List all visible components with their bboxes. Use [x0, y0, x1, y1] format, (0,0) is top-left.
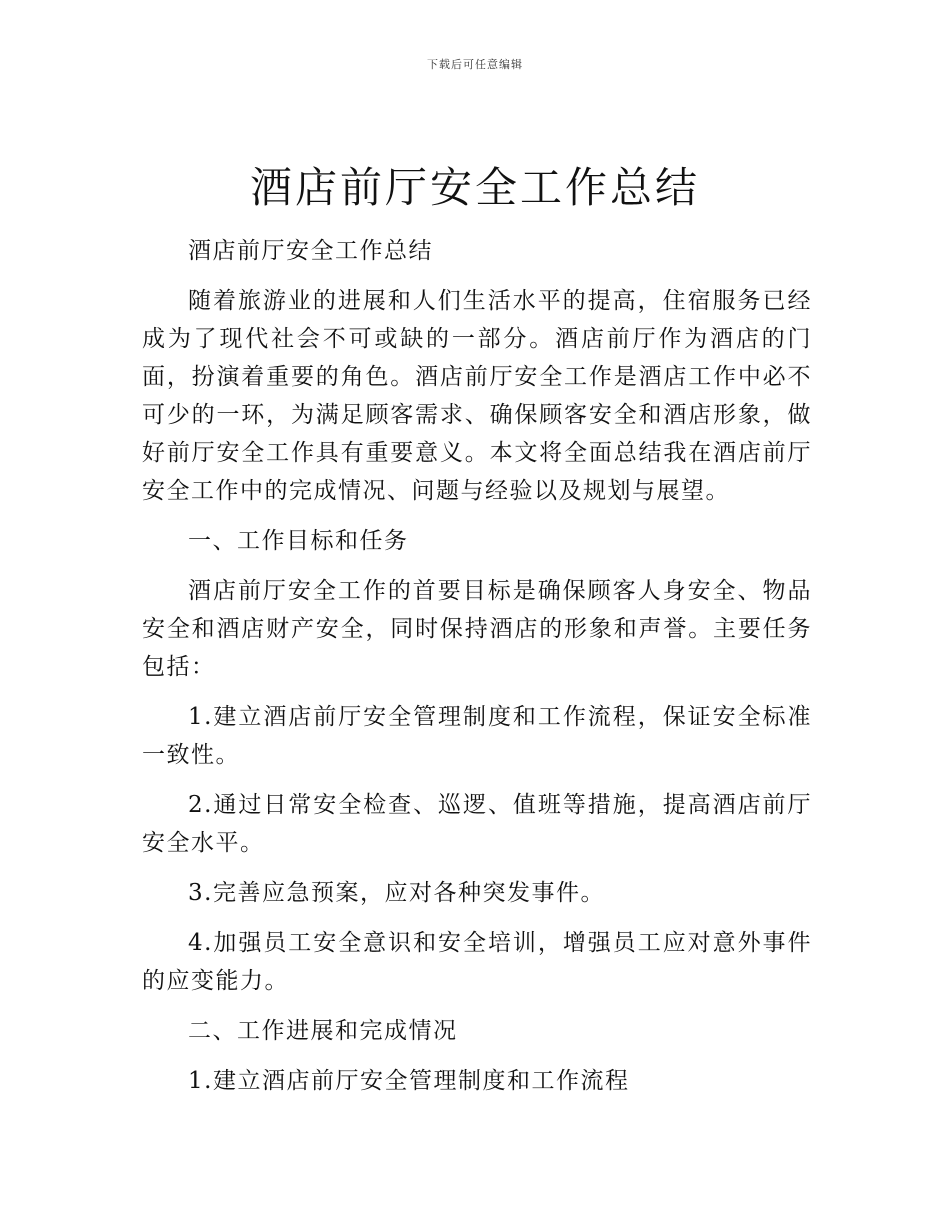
list-item-task-3: 3.完善应急预案，应对各种突发事件。 — [188, 880, 605, 906]
list-item-task-1: 1.建立酒店前厅安全管理制度和工作流程，保证安全标准一致性。 — [142, 704, 812, 768]
paragraph-subtitle: 酒店前厅安全工作总结 — [188, 238, 433, 264]
list-item-progress-1: 1.建立酒店前厅安全管理制度和工作流程 — [188, 1068, 630, 1094]
page-header-note: 下载后可任意编辑 — [427, 58, 523, 71]
list-item-task-4: 4.加强员工安全意识和安全培训，增强员工应对意外事件的应变能力。 — [142, 930, 812, 994]
paragraph-goals: 酒店前厅安全工作的首要目标是确保顾客人身安全、物品安全和酒店财产安全，同时保持酒店的形象和声誉。主要任务包括： — [142, 578, 812, 680]
section-heading-goals: 一、工作目标和任务 — [188, 528, 409, 554]
document-body — [142, 232, 812, 1112]
list-item-task-2: 2.通过日常安全检查、巡逻、值班等措施，提高酒店前厅安全水平。 — [142, 792, 812, 856]
paragraph-intro: 随着旅游业的进展和人们生活水平的提高，住宿服务已经成为了现代社会不可或缺的一部分。酒店前厅作为酒店的门面，扮演着重要的角色。酒店前厅安全工作是酒店工作中必不可少的一环，为满足顾客需求、确保顾客安全和酒店形象，做好前厅安全工作具有重要意义。本文将全面总结我在酒店前厅安全工作中的完成情况、问题与经验以及规划与展望。 — [142, 288, 812, 504]
document-title: 酒店前厅安全工作总结 — [249, 163, 700, 212]
section-heading-progress: 二、工作进展和完成情况 — [188, 1018, 458, 1044]
